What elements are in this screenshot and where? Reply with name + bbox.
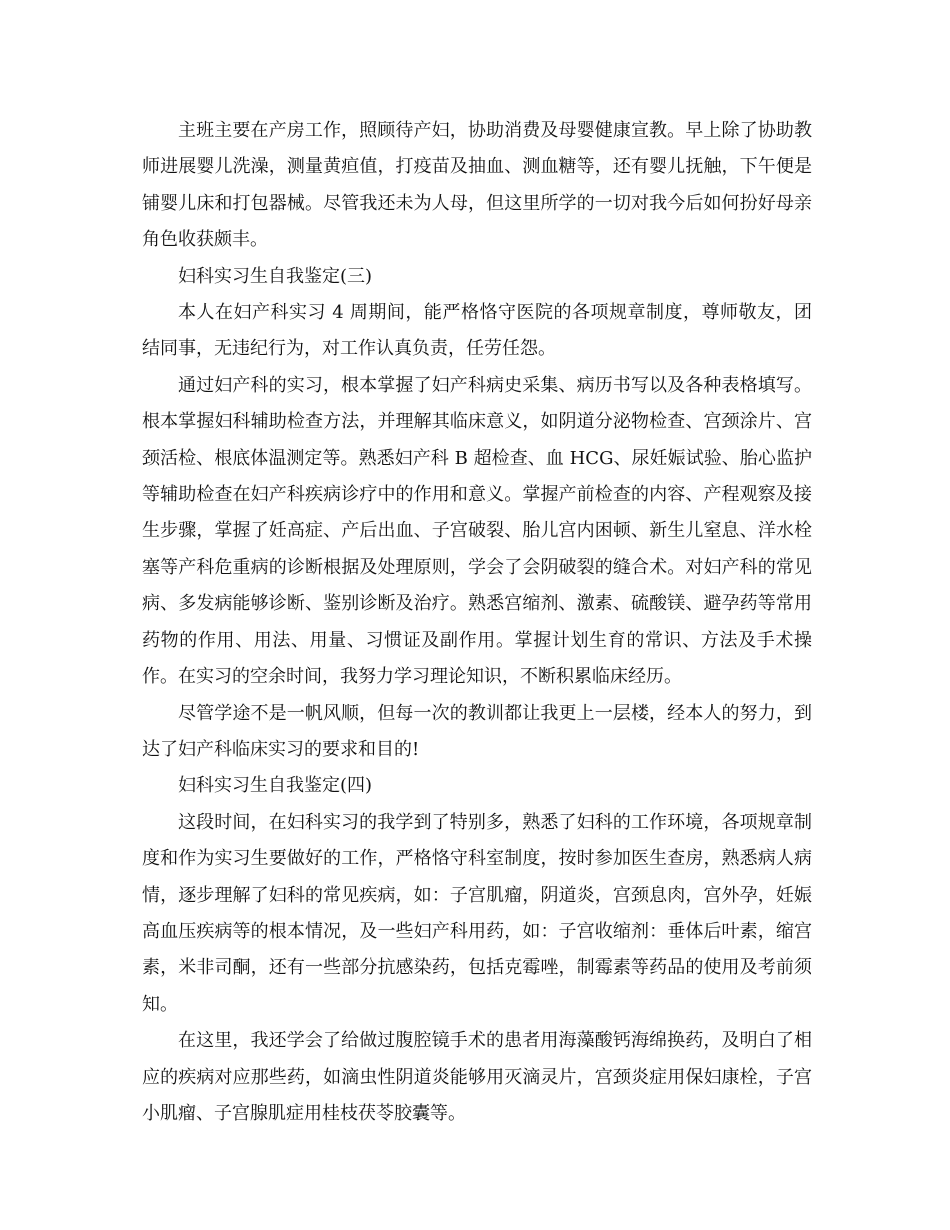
paragraph-skills-mastered: 通过妇产科的实习，根本掌握了妇产科病史采集、病历书写以及各种表格填写。根本掌握妇科辅助检查方法，并理解其临床意义，如阴道分泌物检查、宫颈涂片、宫颈活检、根底体温测定等。熟悉妇产科 B 超检查、血 HCG、尿妊娠试验、胎心监护等辅助检查在妇产科疾病诊疗中的作用和意义。掌握产前检查的内容、产程观察及接生步骤，掌握了妊高症、产后出血、子宫破裂、胎儿宫内困顿、新生儿窒息、洋水栓塞等产科危重病的诊断根据及处理原则，学会了会阴破裂的缝合术。对妇产科的常见病、多发病能够诊断、鉴别诊断及治疗。熟悉宫缩剂、激素、硫酸镁、避孕药等常用药物的作用、用法、用量、习惯证及副作用。掌握计划生育的常识、方法及手术操作。在实习的空余时间，我努力学习理论知识，不断积累临床经历。 — [142, 374, 812, 688]
paragraph-internship-conduct: 本人在妇产科实习 4 周期间，能严格恪守医院的各项规章制度，尊师敬友，团结同事，无违纪行为，对工作认真负责，任劳任怨。 — [142, 302, 812, 360]
document-body — [142, 113, 812, 1132]
section-heading-3: 妇科实习生自我鉴定(三) — [178, 265, 373, 287]
section-heading-4: 妇科实习生自我鉴定(四) — [178, 775, 373, 797]
paragraph-conclusion: 尽管学途不是一帆风顺，但每一次的教训都让我更上一层楼，经本人的努力，到达了妇产科临床实习的要求和目的! — [142, 702, 812, 760]
paragraph-gynecology-learning: 这段时间，在妇科实习的我学到了特别多，熟悉了妇科的工作环境，各项规章制度和作为实习生要做好的工作，严格恪守科室制度，按时参加医生查房，熟悉病人病情，逐步理解了妇科的常见疾病，如：子宫肌瘤，阴道炎，宫颈息肉，宫外孕，妊娠高血压疾病等的根本情况，及一些妇产科用药，如：子宫收缩剂：垂体后叶素，缩宫素，米非司酮，还有一些部分抗感染药，包括克霉唑，制霉素等药品的使用及考前须知。 — [142, 811, 812, 1015]
paragraph-delivery-room: 主班主要在产房工作，照顾待产妇，协助消费及母婴健康宣教。早上除了协助教师进展婴儿洗澡，测量黄疸值，打疫苗及抽血、测血糖等，还有婴儿抚触，下午便是铺婴儿床和打包器械。尽管我还未为人母，但这里所学的一切对我今后如何扮好母亲角色收获颇丰。 — [142, 120, 812, 251]
paragraph-medication-learning: 在这里，我还学会了给做过腹腔镜手术的患者用海藻酸钙海绵换药，及明白了相应的疾病对应那些药，如滴虫性阴道炎能够用灭滴灵片，宫颈炎症用保妇康栓，子宫小肌瘤、子宫腺肌症用桂枝茯苓胶囊等。 — [142, 1030, 812, 1124]
